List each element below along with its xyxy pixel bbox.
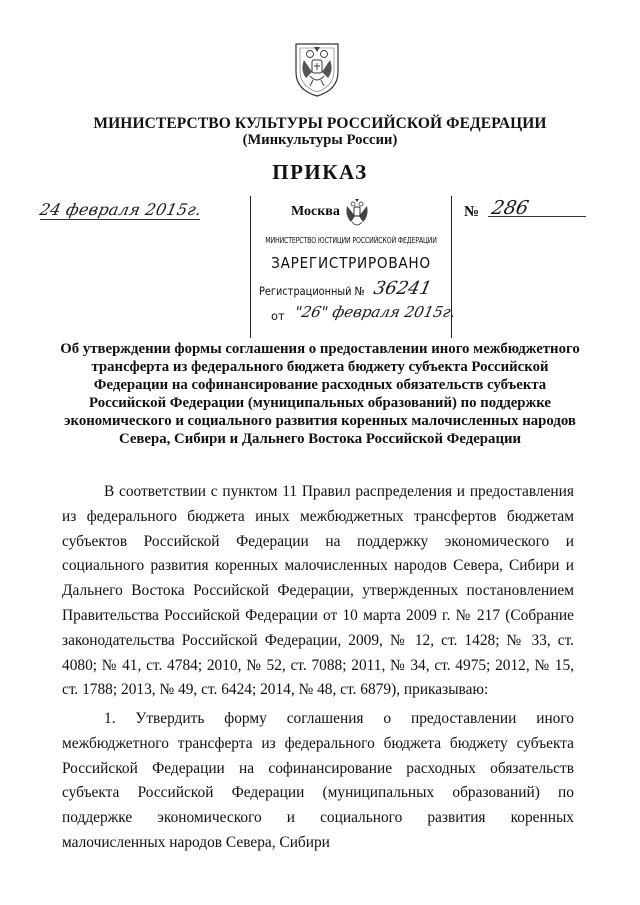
body-paragraph-1	[62, 480, 574, 703]
document-heading: Об утверждении формы соглашения о предоставлении иного межбюджетного трансферта из федерального бюджета бюджету субъекта Российской Федерации на софинансирование расходных обязательств субъекта Российской Федерации (муниципальных образований) по поддержке экономического и социального развития коренных малочисленных народов Севера, Сибири и Дальнего Востока Российской Федерации	[60, 341, 580, 447]
order-number-label: №	[464, 204, 480, 220]
ministry-short-name: (Минкультуры России)	[242, 132, 398, 148]
ministry-name: МИНИСТЕРСТВО КУЛЬТУРЫ РОССИЙСКОЙ ФЕДЕРАЦИИ	[93, 115, 547, 132]
stamp-from-date-handwritten: "26" февраля 2015г.	[293, 303, 458, 321]
stamp-registered: ЗАРЕГИСТРИРОВАНО	[271, 254, 431, 272]
stamp-reg-number-handwritten: 36241	[371, 278, 434, 299]
document-type-title: ПРИКАЗ	[272, 160, 368, 184]
body-paragraph-2	[62, 707, 574, 856]
state-emblem-icon	[290, 38, 344, 98]
order-date-handwritten: 24 февраля 2015г.	[37, 200, 204, 219]
stamp-ministry: МИНИСТЕРСТВО ЮСТИЦИИ РОССИЙСКОЙ ФЕДЕРАЦИИ	[265, 236, 437, 245]
stamp-eagle-icon	[343, 198, 371, 230]
order-number-handwritten: 286	[489, 197, 531, 219]
stamp-from-label: от	[271, 309, 285, 323]
number-underline	[488, 216, 586, 217]
stamp-city: Москва	[291, 204, 340, 219]
date-underline	[40, 219, 200, 220]
registration-stamp	[250, 196, 458, 338]
stamp-reg-number-label: Регистрационный №	[259, 284, 365, 298]
paragraph-text: В соответствии с пунктом 11 Правил распределения и предоставления из федерального бюджета иных межбюджетных трансфертов бюджетам субъектов Российской Федерации на поддержку экономического и социального развития коренных малочисленных народов Севера, Сибири и Дальнего Востока Российской Федерации, утвержденных постановлением Правительства Российской Федерации от 10 марта 2009 г. № 217 (Собрание законодательства Российской Федерации, 2009, № 12, ст. 1428; № 33, ст. 4080; № 41, ст. 4784; 2010, № 52, ст. 7088; 2011, № 34, ст. 4975; 2012, № 15, ст. 1788; 2013, № 49, ст. 6424; 2014, № 48, ст. 6879), приказываю:	[62, 483, 574, 699]
paragraph-text: 1. Утвердить форму соглашения о предоставлении иного межбюджетного трансферта из федерального бюджета бюджету субъекта Российской Федерации на софинансирование расходных обязательств субъекта Российской Федерации (муниципальных образований) по поддержке экономического и социального развития коренных малочисленных народов Севера, Сибири	[62, 710, 574, 851]
